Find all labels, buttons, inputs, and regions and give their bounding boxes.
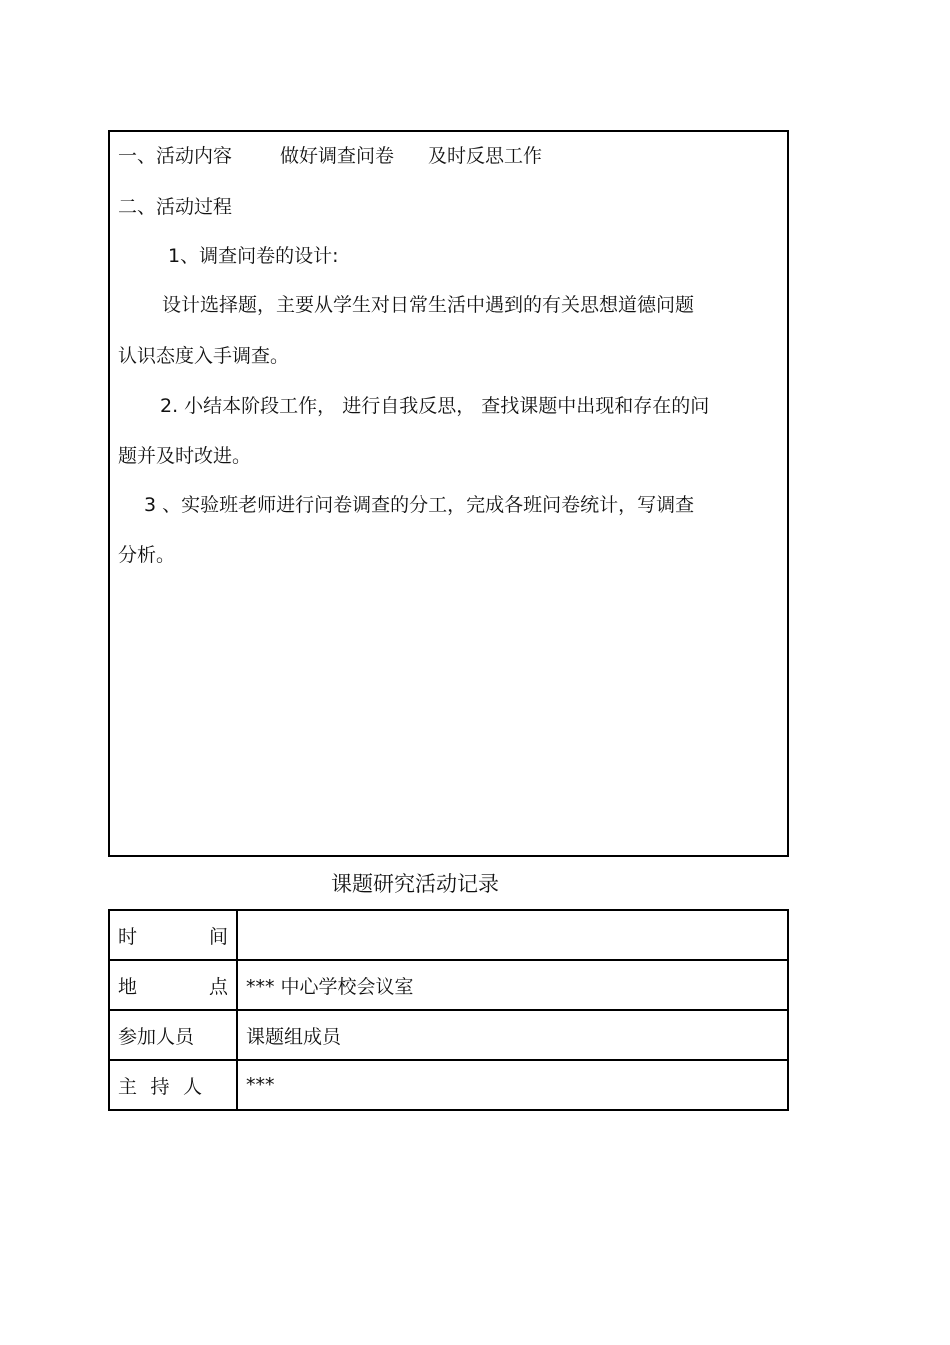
process-step-3-text: 3 、实验班老师进行问卷调查的分工，完成各班问卷统计，写调查 <box>144 494 695 516</box>
activity-content-label: 一、活动内容 <box>118 145 233 167</box>
activity-process-heading: 二、活动过程 <box>118 196 233 218</box>
time-row <box>109 910 788 960</box>
host-label-char-1: 主 <box>118 1075 138 1098</box>
activity-content-line <box>118 143 542 169</box>
process-step-1-text: 设计选择题，主要从学生对日常生活中遇到的有关思想道德问题 <box>162 294 695 316</box>
place-label-char-2: 点 <box>208 975 228 998</box>
host-label-char-3: 人 <box>182 1075 202 1098</box>
host-label <box>109 1060 237 1110</box>
place-label-char-1: 地 <box>118 975 138 998</box>
process-step-1-text-cont: 认识态度入手调查。 <box>118 345 290 367</box>
time-label-char-1: 时 <box>118 925 138 948</box>
place-label <box>109 960 237 1010</box>
time-value <box>237 910 788 960</box>
host-label-char-2: 持 <box>150 1075 170 1098</box>
process-step-2-text-cont: 题并及时改进。 <box>118 445 252 467</box>
host-row <box>109 1060 788 1110</box>
place-value: *** 中心学校会议室 <box>237 960 788 1010</box>
participants-row <box>109 1010 788 1060</box>
time-label-char-2: 间 <box>208 925 228 948</box>
participants-label: 参加人员 <box>109 1010 237 1060</box>
process-step-3-text-cont: 分析。 <box>118 544 176 566</box>
process-step-2-text: 2. 小结本阶段工作， 进行自我反思， 查找课题中出现和存在的问 <box>160 395 710 417</box>
activity-content-item-2: 及时反思工作 <box>428 145 543 167</box>
record-table <box>108 909 789 1111</box>
time-label <box>109 910 237 960</box>
place-row <box>109 960 788 1010</box>
activity-content-item-1: 做好调查问卷 <box>280 145 395 167</box>
participants-value: 课题组成员 <box>237 1010 788 1060</box>
record-title: 课题研究活动记录 <box>331 872 499 896</box>
host-value: *** <box>237 1060 788 1110</box>
process-step-1-heading: 1、调查问卷的设计: <box>168 245 339 267</box>
